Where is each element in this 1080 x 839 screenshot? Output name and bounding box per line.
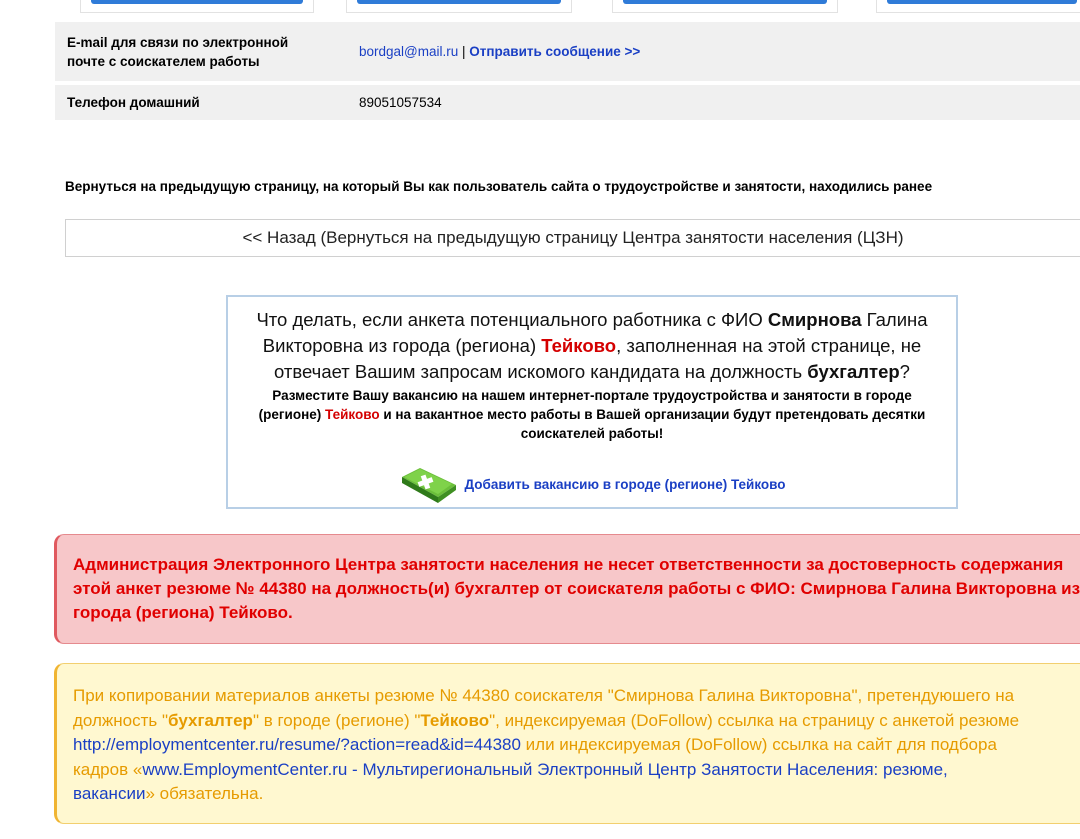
notice-text: ", индексируемая (DoFollow) ссылка на страницу с анкетой резюме (489, 710, 1020, 730)
add-vacancy-promo (226, 295, 958, 509)
promo-city: Тейково (325, 407, 380, 422)
tab-2[interactable] (346, 0, 572, 13)
promo-question (242, 307, 942, 385)
notice-city: Тейково (420, 710, 490, 730)
disclaimer-line: города (региона) Тейково. (73, 603, 293, 622)
tab-4[interactable] (876, 0, 1080, 13)
tab-bar (55, 0, 1080, 12)
tab-3[interactable] (612, 0, 838, 13)
site-link-end[interactable]: вакансии (73, 784, 146, 803)
table-row (55, 85, 1080, 120)
notice-text: кадров « (73, 759, 143, 779)
email-label: E-mail для связи по электронной почте с соискателем работы (55, 22, 339, 81)
tab-1[interactable] (80, 0, 314, 13)
notice-line (73, 733, 1080, 758)
phone-label: Телефон домашний (55, 85, 339, 120)
site-link[interactable]: www.EmploymentCenter.ru - Мультирегиональный Электронный Центр Занятости Населения: резюме, (142, 759, 948, 779)
phone-value: 89051057534 (339, 85, 1080, 120)
table-row (55, 22, 1080, 81)
promo-text: , заполненная на этой странице, не отвечает Вашим запросам искомого кандидата на должность (274, 335, 922, 382)
notice-text: » обязательна. (145, 784, 264, 803)
add-folder-icon[interactable] (398, 463, 460, 505)
promo-text: Разместите Вашу вакансию на нашем интернет-портале трудоустройства и занятости в городе (регионе) (258, 388, 912, 422)
promo-text: Галина Викторовна из города (региона) (262, 309, 928, 356)
candidate-position: бухгалтер (807, 361, 900, 382)
add-vacancy-row (228, 463, 956, 505)
disclaimer-line: Администрация Электронного Центра занятости населения не несет ответственности за достоверность содержания (73, 555, 1064, 574)
resume-url-link[interactable]: http://employmentcenter.ru/resume/?action=read&id=44380 (73, 735, 521, 754)
notice-line (73, 709, 1080, 734)
back-heading: Вернуться на предыдущую страницу, на который Вы как пользователь сайта о трудоустройстве и занятости, находились ранее (65, 179, 933, 194)
email-link[interactable]: bordgal@mail.ru (359, 44, 459, 59)
promo-text: ? (899, 361, 910, 382)
notice-text: или индексируемая (DoFollow) ссылка на сайт для подбора (520, 735, 997, 754)
disclaimer-line: этой анкет резюме № 44380 на должность(и) бухгалтер от соискателя работы с ФИО: Смирнова Галина Викторовна из (73, 579, 1080, 598)
notice-text: " в городе (регионе) " (252, 710, 421, 730)
email-value-cell (339, 22, 1080, 81)
contact-table (55, 18, 1080, 124)
back-button[interactable]: << Назад (Вернуться на предыдущую страницу Центра занятости населения (ЦЗН) (65, 219, 1080, 257)
add-vacancy-link[interactable]: Добавить вакансию в городе (регионе) Тейково (464, 476, 786, 492)
notice-line (73, 782, 1080, 807)
notice-text: должность " (73, 710, 169, 730)
candidate-surname: Смирнова (767, 309, 862, 330)
notice-position: бухгалтер (168, 710, 253, 730)
notice-line: При копировании материалов анкеты резюме № 44380 соискателя "Смирнова Галина Викторовна", претендуюшего на (73, 686, 1015, 705)
copy-notice-alert (54, 663, 1080, 824)
promo-text: и на вакантное место работы в Вашей организации будут претендовать десятки соискателей работы! (379, 407, 926, 441)
candidate-city: Тейково (541, 335, 617, 356)
promo-subtext (242, 386, 942, 443)
disclaimer-alert (54, 534, 1080, 644)
notice-line (73, 758, 1080, 783)
link-separator: | (458, 44, 470, 59)
send-message-link[interactable]: Отправить сообщение >> (469, 44, 641, 59)
promo-text: Что делать, если анкета потенциального работника с ФИО (256, 309, 768, 330)
